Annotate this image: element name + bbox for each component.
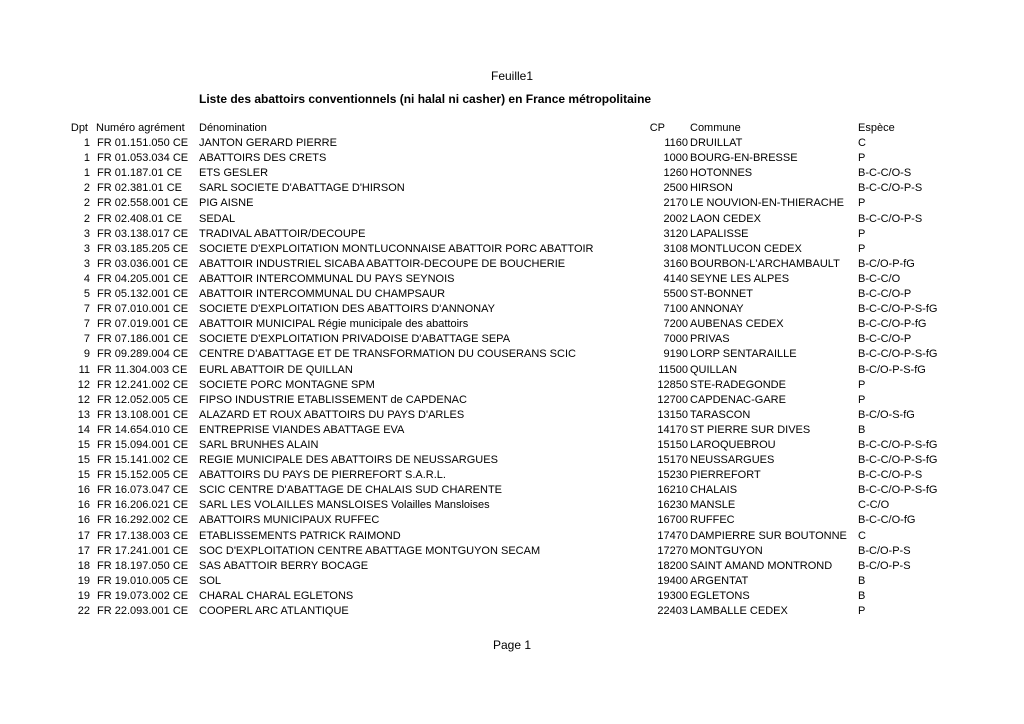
table-row <box>0 227 1024 242</box>
cell-espece: B-C-C/O-P-S-fG <box>858 484 938 497</box>
cell-espece: B-C/O-P-fG <box>858 257 915 270</box>
table-row <box>0 574 1024 589</box>
cell-numero-agrement: FR 17.241.001 CE <box>97 544 189 557</box>
table-row <box>0 136 1024 151</box>
cell-cp: 16700 <box>657 514 688 527</box>
cell-espece: B-C-C/O-P <box>858 288 912 301</box>
cell-commune: LAON CEDEX <box>690 212 761 225</box>
table-row <box>0 423 1024 438</box>
cell-cp: 2002 <box>663 212 688 225</box>
cell-commune: MONTLUCON CEDEX <box>690 242 802 255</box>
cell-espece: P <box>858 197 866 210</box>
cell-numero-agrement: FR 12.241.002 CE <box>97 378 189 391</box>
cell-dpt: 19 <box>77 589 90 602</box>
cell-cp: 15150 <box>657 438 688 451</box>
cell-denomination: FIPSO INDUSTRIE ETABLISSEMENT de CAPDENAC <box>199 393 467 406</box>
cell-commune: ST PIERRE SUR DIVES <box>690 423 811 436</box>
cell-espece: P <box>858 242 866 255</box>
cell-espece: B <box>858 423 866 436</box>
cell-numero-agrement: FR 03.138.017 CE <box>97 227 189 240</box>
cell-dpt: 12 <box>77 393 90 406</box>
cell-commune: RUFFEC <box>690 514 735 527</box>
cell-espece: C <box>858 137 866 150</box>
cell-espece: C <box>858 529 866 542</box>
page-footer: Page 1 <box>492 638 532 652</box>
table-row <box>0 544 1024 559</box>
cell-cp: 11500 <box>658 363 688 376</box>
cell-commune: ANNONAY <box>690 303 744 316</box>
cell-denomination: SAS ABATTOIR BERRY BOCAGE <box>199 559 369 572</box>
cell-commune: HIRSON <box>690 182 733 195</box>
cell-denomination: EURL ABATTOIR DE QUILLAN <box>199 363 353 376</box>
cell-numero-agrement: FR 03.185.205 CE <box>97 242 189 255</box>
table-row <box>0 287 1024 302</box>
cell-denomination: CHARAL CHARAL EGLETONS <box>199 589 354 602</box>
table-row <box>0 513 1024 528</box>
cell-commune: LAROQUEBROU <box>690 438 776 451</box>
table-row <box>0 468 1024 483</box>
cell-espece: B-C-C/O <box>858 272 901 285</box>
cell-denomination: PIG AISNE <box>199 197 254 210</box>
cell-dpt: 2 <box>83 182 90 195</box>
cell-denomination: SOCIETE PORC MONTAGNE SPM <box>199 378 375 391</box>
cell-cp: 15170 <box>657 454 688 467</box>
cell-dpt: 7 <box>83 333 90 346</box>
cell-cp: 13150 <box>657 408 688 421</box>
cell-espece: B-C-C/O-P-S-fG <box>858 438 938 451</box>
cell-espece: B-C-C/O-P-S <box>858 212 923 225</box>
cell-numero-agrement: FR 07.186.001 CE <box>97 333 189 346</box>
cell-denomination: SOCIETE D'EXPLOITATION MONTLUCONNAISE ABATTOIR PORC ABATTOIR <box>199 242 594 255</box>
cell-dpt: 19 <box>77 574 90 587</box>
cell-numero-agrement: FR 15.094.001 CE <box>97 438 189 451</box>
cell-denomination: CENTRE D'ABATTAGE ET DE TRANSFORMATION DU COUSERANS SCIC <box>199 348 576 361</box>
header-dpt: Dpt <box>70 122 88 134</box>
table-row <box>0 604 1024 619</box>
cell-dpt: 4 <box>83 272 90 285</box>
cell-dpt: 17 <box>77 544 90 557</box>
cell-dpt: 3 <box>83 227 90 240</box>
cell-dpt: 1 <box>83 167 90 180</box>
document-heading: Liste des abattoirs conventionnels (ni halal ni casher) en France métropolitaine <box>199 92 652 106</box>
cell-cp: 19400 <box>657 574 688 587</box>
cell-denomination: SARL SOCIETE D'ABATTAGE D'HIRSON <box>199 182 405 195</box>
cell-dpt: 18 <box>77 559 90 572</box>
cell-denomination: SOC D'EXPLOITATION CENTRE ABATTAGE MONTGUYON SECAM <box>199 544 541 557</box>
cell-cp: 16210 <box>657 484 688 497</box>
table-row <box>0 166 1024 181</box>
cell-numero-agrement: FR 09.289.004 CE <box>97 348 189 361</box>
cell-espece: B-C/O-S-fG <box>858 408 915 421</box>
cell-cp: 17470 <box>657 529 688 542</box>
cell-denomination: ETS GESLER <box>199 167 269 180</box>
cell-numero-agrement: FR 05.132.001 CE <box>97 288 189 301</box>
cell-cp: 7000 <box>663 333 688 346</box>
cell-dpt: 12 <box>77 378 90 391</box>
cell-espece: P <box>858 393 866 406</box>
cell-espece: B-C-C/O-P-S-fG <box>858 454 938 467</box>
cell-dpt: 3 <box>83 242 90 255</box>
table-row <box>0 393 1024 408</box>
abattoirs-table <box>0 121 1024 619</box>
cell-commune: LAPALISSE <box>690 227 749 240</box>
cell-dpt: 7 <box>83 318 90 331</box>
cell-cp: 12700 <box>657 393 688 406</box>
table-row <box>0 151 1024 166</box>
cell-commune: TARASCON <box>690 408 751 421</box>
cell-dpt: 5 <box>83 288 90 301</box>
cell-cp: 2170 <box>663 197 688 210</box>
cell-denomination: SOL <box>199 574 222 587</box>
cell-denomination: SARL LES VOLAILLES MANSLOISES Volailles Mansloises <box>199 499 490 512</box>
cell-numero-agrement: FR 14.654.010 CE <box>97 423 189 436</box>
cell-denomination: ALAZARD ET ROUX ABATTOIRS DU PAYS D'ARLES <box>199 408 465 421</box>
cell-espece: B-C/O-P-S-fG <box>858 363 926 376</box>
cell-commune: ST-BONNET <box>690 288 753 301</box>
cell-denomination: SCIC CENTRE D'ABATTAGE DE CHALAIS SUD CHARENTE <box>199 484 503 497</box>
cell-numero-agrement: FR 07.010.001 CE <box>97 303 189 316</box>
table-row <box>0 529 1024 544</box>
cell-numero-agrement: FR 16.292.002 CE <box>97 514 189 527</box>
cell-commune: MONTGUYON <box>690 544 763 557</box>
cell-commune: PRIVAS <box>690 333 730 346</box>
cell-dpt: 15 <box>77 469 90 482</box>
cell-cp: 9190 <box>663 348 688 361</box>
table-row <box>0 363 1024 378</box>
cell-commune: PIERREFORT <box>690 469 761 482</box>
cell-denomination: SARL BRUNHES ALAIN <box>199 438 319 451</box>
cell-denomination: ABATTOIRS MUNICIPAUX RUFFEC <box>199 514 380 527</box>
cell-commune: ARGENTAT <box>690 574 749 587</box>
cell-espece: B-C/O-P-S <box>858 559 911 572</box>
cell-espece: B-C-C/O-P-S-fG <box>858 303 938 316</box>
cell-cp: 1260 <box>663 167 688 180</box>
cell-numero-agrement: FR 15.141.002 CE <box>97 454 189 467</box>
cell-espece: B <box>858 589 866 602</box>
cell-commune: MANSLE <box>690 499 736 512</box>
table-row <box>0 212 1024 227</box>
cell-commune: NEUSSARGUES <box>690 454 775 467</box>
cell-denomination: ABATTOIR INTERCOMMUNAL DU PAYS SEYNOIS <box>199 272 455 285</box>
cell-commune: EGLETONS <box>690 589 750 602</box>
cell-dpt: 15 <box>77 438 90 451</box>
cell-dpt: 1 <box>83 152 90 165</box>
cell-commune: SEYNE LES ALPES <box>690 272 790 285</box>
table-row <box>0 181 1024 196</box>
cell-espece: B-C-C/O-P <box>858 333 912 346</box>
cell-espece: P <box>858 152 866 165</box>
cell-cp: 1000 <box>663 152 688 165</box>
cell-espece: B <box>858 574 866 587</box>
cell-dpt: 22 <box>77 605 90 617</box>
cell-commune: BOURG-EN-BRESSE <box>690 152 798 165</box>
cell-denomination: ABATTOIR MUNICIPAL Régie municipale des abattoirs <box>199 318 469 331</box>
cell-numero-agrement: FR 16.206.021 CE <box>97 499 189 512</box>
cell-denomination: ETABLISSEMENTS PATRICK RAIMOND <box>199 529 401 542</box>
table-row <box>0 453 1024 468</box>
cell-denomination: ABATTOIR INTERCOMMUNAL DU CHAMPSAUR <box>199 288 446 301</box>
table-header-row <box>0 121 1024 136</box>
cell-dpt: 16 <box>77 484 90 497</box>
cell-numero-agrement: FR 04.205.001 CE <box>97 272 189 285</box>
table-row <box>0 196 1024 211</box>
table-row <box>0 242 1024 257</box>
cell-denomination: COOPERL ARC ATLANTIQUE <box>199 605 349 617</box>
cell-commune: LE NOUVION-EN-THIERACHE <box>690 197 845 210</box>
cell-dpt: 1 <box>83 137 90 150</box>
table-row <box>0 347 1024 362</box>
cell-espece: B-C-C/O-P-S <box>858 469 923 482</box>
cell-commune: HOTONNES <box>690 167 753 180</box>
table-row <box>0 498 1024 513</box>
cell-espece: P <box>858 605 866 617</box>
header-numero-agrement: Numéro agrément <box>96 122 185 134</box>
cell-dpt: 3 <box>83 257 90 270</box>
cell-commune: DAMPIERRE SUR BOUTONNE <box>690 529 847 542</box>
cell-numero-agrement: FR 01.187.01 CE <box>97 167 182 180</box>
cell-cp: 3160 <box>663 257 688 270</box>
cell-numero-agrement: FR 01.053.034 CE <box>97 152 189 165</box>
cell-numero-agrement: FR 12.052.005 CE <box>97 393 189 406</box>
cell-numero-agrement: FR 15.152.005 CE <box>97 469 189 482</box>
cell-commune: DRUILLAT <box>690 137 743 150</box>
table-row <box>0 589 1024 604</box>
cell-commune: AUBENAS CEDEX <box>690 318 784 331</box>
table-row <box>0 317 1024 332</box>
cell-cp: 16230 <box>657 499 688 512</box>
table-row <box>0 438 1024 453</box>
cell-commune: STE-RADEGONDE <box>690 378 786 391</box>
cell-denomination: ABATTOIRS DES CRETS <box>199 152 327 165</box>
header-cp: CP <box>649 122 665 134</box>
cell-numero-agrement: FR 01.151.050 CE <box>97 137 189 150</box>
header-commune: Commune <box>690 122 741 134</box>
cell-numero-agrement: FR 16.073.047 CE <box>97 484 189 497</box>
cell-dpt: 9 <box>83 348 90 361</box>
cell-dpt: 11 <box>78 363 90 376</box>
cell-commune: CAPDENAC-GARE <box>690 393 786 406</box>
cell-espece: B-C-C/O-S <box>858 167 912 180</box>
cell-denomination: JANTON GERARD PIERRE <box>199 137 337 150</box>
cell-denomination: REGIE MUNICIPALE DES ABATTOIRS DE NEUSSARGUES <box>199 454 498 467</box>
cell-espece: C-C/O <box>858 499 890 512</box>
cell-espece: P <box>858 378 866 391</box>
table-row <box>0 483 1024 498</box>
cell-espece: B-C-C/O-P-S-fG <box>858 348 938 361</box>
cell-cp: 3120 <box>663 227 688 240</box>
cell-commune: QUILLAN <box>690 363 738 376</box>
table-row <box>0 272 1024 287</box>
cell-numero-agrement: FR 22.093.001 CE <box>97 605 189 617</box>
cell-numero-agrement: FR 02.408.01 CE <box>97 212 182 225</box>
cell-denomination: SOCIETE D'EXPLOITATION PRIVADOISE D'ABATTAGE SEPA <box>199 333 511 346</box>
cell-espece: B-C/O-P-S <box>858 544 911 557</box>
cell-commune: SAINT AMAND MONTROND <box>690 559 833 572</box>
sheet-title: Feuille1 <box>490 69 534 83</box>
cell-cp: 7200 <box>663 318 688 331</box>
cell-cp: 2500 <box>663 182 688 195</box>
cell-cp: 17270 <box>657 544 688 557</box>
cell-cp: 5500 <box>663 288 688 301</box>
cell-cp: 15230 <box>657 469 688 482</box>
table-body <box>0 136 1024 619</box>
cell-numero-agrement: FR 17.138.003 CE <box>97 529 189 542</box>
cell-dpt: 15 <box>77 454 90 467</box>
cell-espece: P <box>858 227 866 240</box>
cell-commune: BOURBON-L'ARCHAMBAULT <box>690 257 840 270</box>
cell-dpt: 16 <box>77 499 90 512</box>
cell-dpt: 13 <box>77 408 90 421</box>
cell-numero-agrement: FR 19.010.005 CE <box>97 574 189 587</box>
cell-cp: 7100 <box>663 303 688 316</box>
cell-cp: 3108 <box>663 242 688 255</box>
cell-cp: 14170 <box>657 423 688 436</box>
cell-cp: 1160 <box>664 137 688 150</box>
table-row <box>0 332 1024 347</box>
cell-cp: 18200 <box>657 559 688 572</box>
cell-commune: CHALAIS <box>690 484 738 497</box>
table-row <box>0 302 1024 317</box>
cell-numero-agrement: FR 18.197.050 CE <box>97 559 189 572</box>
cell-dpt: 17 <box>77 529 90 542</box>
cell-denomination: ABATTOIR INDUSTRIEL SICABA ABATTOIR-DECOUPE DE BOUCHERIE <box>199 257 566 270</box>
cell-commune: LORP SENTARAILLE <box>690 348 797 361</box>
cell-numero-agrement: FR 02.381.01 CE <box>97 182 182 195</box>
table-row <box>0 408 1024 423</box>
cell-dpt: 2 <box>83 212 90 225</box>
cell-cp: 4140 <box>663 272 688 285</box>
cell-denomination: SEDAL <box>199 212 236 225</box>
cell-numero-agrement: FR 02.558.001 CE <box>97 197 189 210</box>
cell-dpt: 7 <box>83 303 90 316</box>
header-espece: Espèce <box>858 122 895 134</box>
cell-dpt: 2 <box>83 197 90 210</box>
table-row <box>0 257 1024 272</box>
cell-cp: 19300 <box>657 589 688 602</box>
cell-numero-agrement: FR 11.304.003 CE <box>97 363 188 376</box>
cell-numero-agrement: FR 03.036.001 CE <box>97 257 189 270</box>
cell-numero-agrement: FR 07.019.001 CE <box>97 318 189 331</box>
cell-denomination: ENTREPRISE VIANDES ABATTAGE EVA <box>199 423 405 436</box>
table-row <box>0 378 1024 393</box>
cell-numero-agrement: FR 13.108.001 CE <box>97 408 189 421</box>
cell-commune: LAMBALLE CEDEX <box>690 605 788 617</box>
cell-dpt: 14 <box>77 423 90 436</box>
cell-denomination: ABATTOIRS DU PAYS DE PIERREFORT S.A.R.L. <box>199 469 446 482</box>
cell-denomination: SOCIETE D'EXPLOITATION DES ABATTOIRS D'ANNONAY <box>199 303 495 316</box>
cell-cp: 22403 <box>657 605 688 617</box>
table-row <box>0 559 1024 574</box>
cell-numero-agrement: FR 19.073.002 CE <box>97 589 189 602</box>
cell-cp: 12850 <box>657 378 688 391</box>
cell-dpt: 16 <box>77 514 90 527</box>
cell-espece: B-C-C/O-P-fG <box>858 318 927 331</box>
cell-denomination: TRADIVAL ABATTOIR/DECOUPE <box>199 227 366 240</box>
cell-espece: B-C-C/O-P-S <box>858 182 923 195</box>
header-denomination: Dénomination <box>199 122 267 134</box>
cell-espece: B-C-C/O-fG <box>858 514 916 527</box>
